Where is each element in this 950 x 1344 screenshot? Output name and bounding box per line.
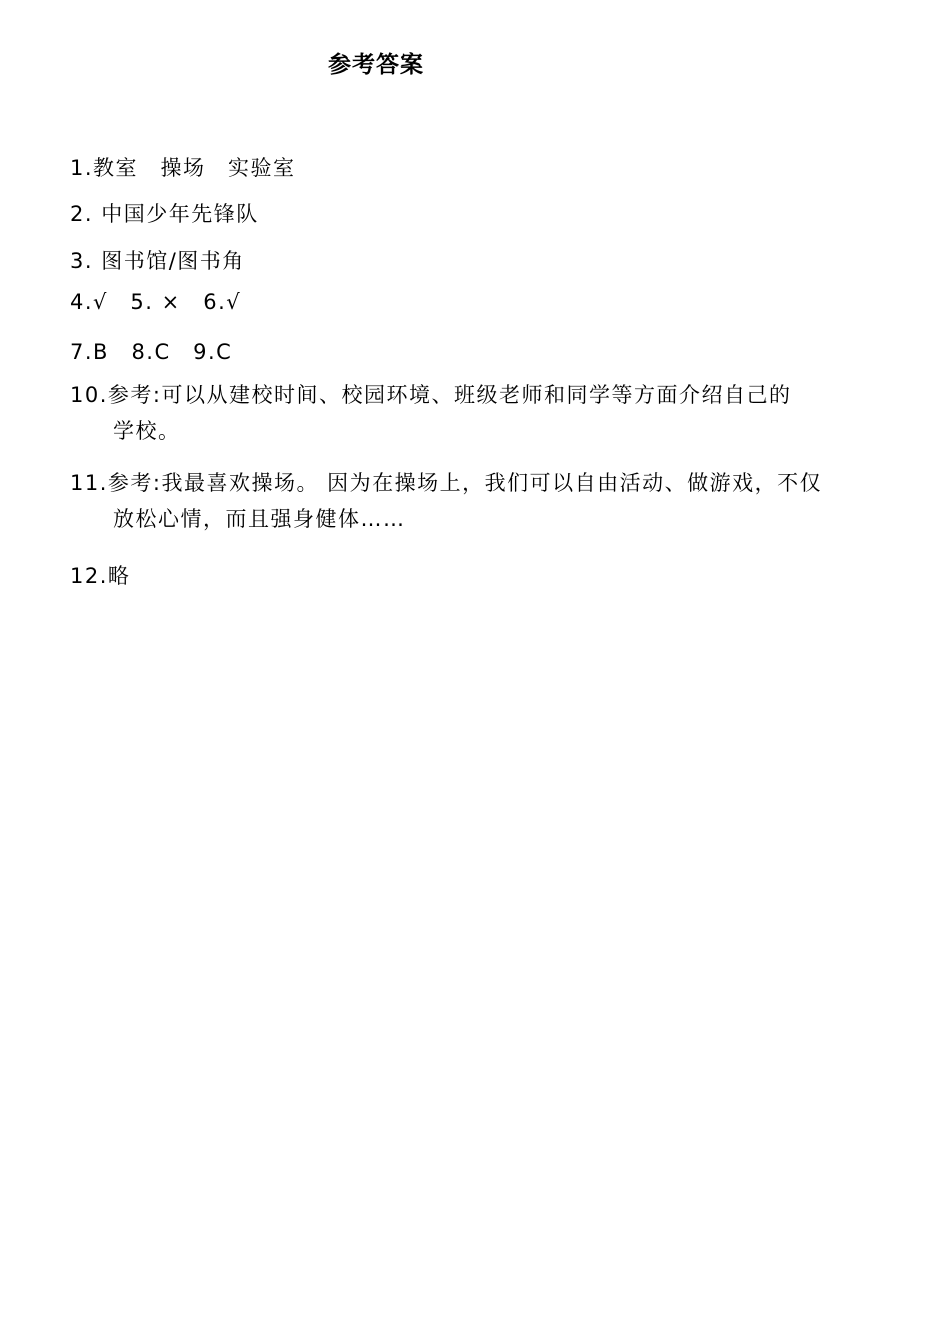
answers-7-to-9: 7.B 8.C 9.C: [70, 340, 233, 364]
answer-11: [70, 465, 890, 537]
answer-1: 1.教室 操场 实验室: [70, 156, 296, 180]
answer-10: [70, 377, 890, 449]
answer-10-line-2: 学校。: [113, 419, 181, 443]
page-title: 参考答案: [328, 52, 424, 78]
answer-10-line-1: 10.参考:可以从建校时间、校园环境、班级老师和同学等方面介绍自己的: [70, 383, 792, 407]
answer-3: 3. 图书馆/图书角: [70, 249, 245, 273]
answer-2: 2. 中国少年先锋队: [70, 202, 259, 226]
answer-12: 12.略: [70, 564, 131, 588]
answer-11-line-1: 11.参考:我最喜欢操场。 因为在操场上，我们可以自由活动、做游戏，不仅: [70, 471, 823, 495]
answers-4-to-6: 4.√ 5. × 6.√: [70, 290, 242, 314]
answer-11-line-2: 放松心情，而且强身健体……: [113, 507, 406, 531]
